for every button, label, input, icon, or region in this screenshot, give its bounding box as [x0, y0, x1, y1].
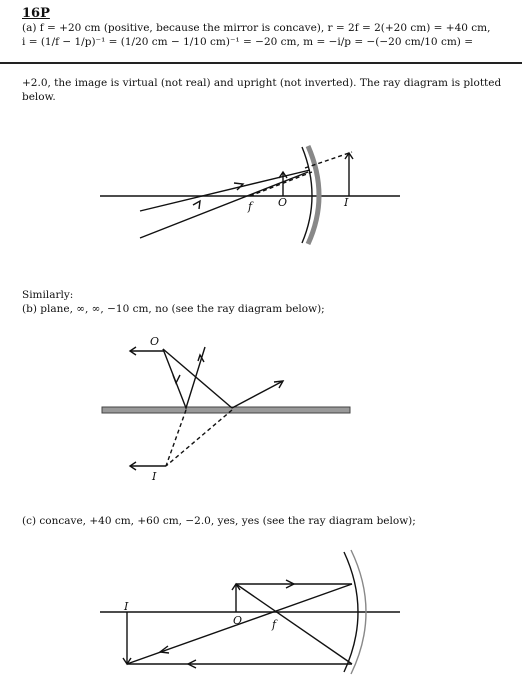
label-f-a: f	[248, 200, 253, 213]
label-image-a: I	[344, 196, 349, 209]
label-object-a: O	[278, 196, 288, 209]
part-a-line-2: i = (1/f − 1/p)⁻¹ = (1/20 cm − 1/10 cm)⁻¹ = −20 cm, m = −i/p = −(−20 cm/10 cm) =	[22, 36, 474, 48]
part-c-text: (c) concave, +40 cm, +60 cm, −2.0, yes, yes (see the ray diagram below);	[22, 515, 416, 527]
part-a-line-1: (a) f = +20 cm (positive, because the mirror is concave), r = 2f = 2(+20 cm) = +40 cm,	[22, 22, 491, 34]
ray-c-3	[236, 584, 352, 664]
problem-number: 16P	[22, 6, 50, 21]
part-a-line-3: +2.0, the image is virtual (not real) and upright (not inverted). The ray diagram is plotted	[22, 77, 502, 89]
label-focal-c: f	[272, 618, 277, 631]
part-b-text: (b) plane, ∞, ∞, −10 cm, no (see the ray diagram below);	[22, 303, 325, 315]
label-image-c: I	[124, 600, 129, 613]
label-object-b: O	[150, 335, 160, 348]
similarly-heading: Similarly:	[22, 289, 74, 301]
label-image-b: I	[152, 470, 157, 483]
label-object-c: O	[233, 614, 243, 627]
part-a-line-4: below.	[22, 91, 56, 103]
